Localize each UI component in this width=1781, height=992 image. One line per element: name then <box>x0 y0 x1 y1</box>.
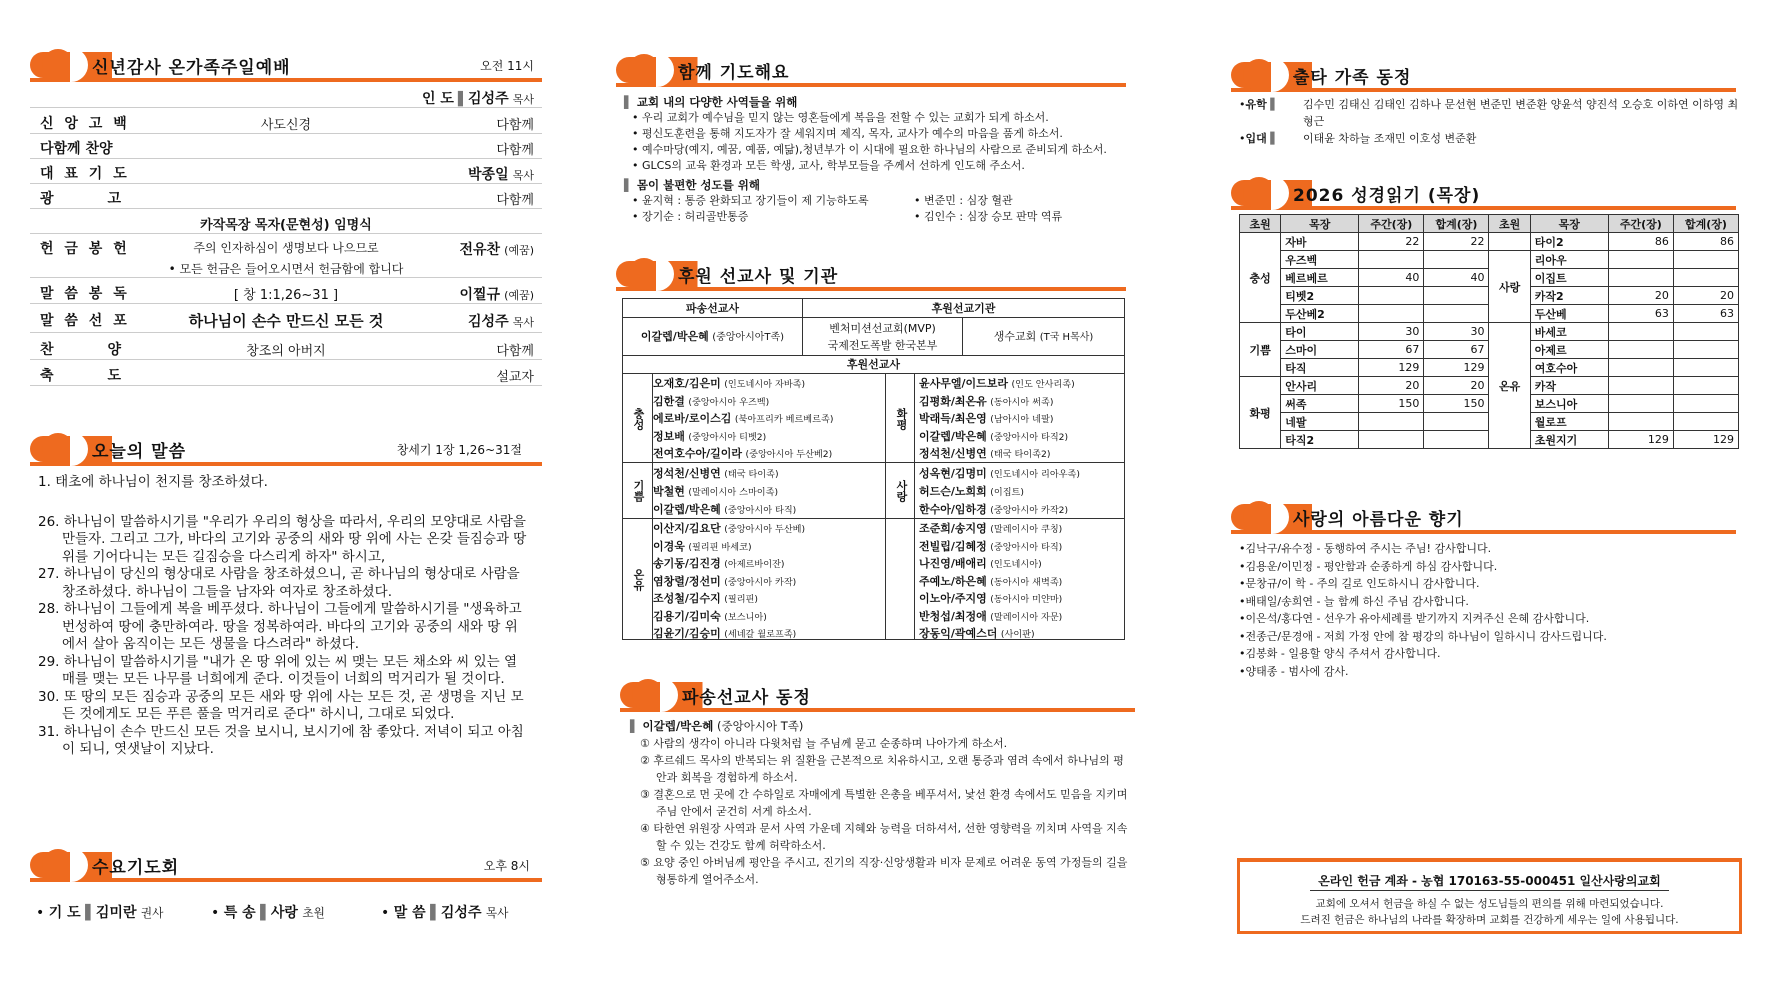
online-account: 온라인 헌금 계좌 - 농협 170163-55-000451 일산사랑의교회 <box>1318 874 1661 888</box>
table-cell <box>1673 323 1738 341</box>
table-cell: 우즈벡 <box>1281 251 1359 269</box>
sent-title: 파송선교사 동정 <box>682 688 811 708</box>
table-cell: 150 <box>1424 395 1489 413</box>
family-header <box>1231 58 1736 92</box>
table-cell: 화평 <box>1240 377 1281 449</box>
hymn-row: 찬 양 창조의 아버지 다함께 <box>30 336 542 360</box>
family-list: •유학 ▌ 김수민 김태신 김태인 김하나 문선현 변준민 변준환 양윤석 양진석 오승호 이하연 이하영 최형근 •입대 ▌ 이태윤 차하늘 조재민 이호성 변준환 <box>1239 98 1739 145</box>
table-cell <box>1608 269 1673 287</box>
table-cell <box>1359 287 1424 305</box>
table-cell: 두산베2 <box>1281 305 1359 323</box>
scripture-text: 1. 태초에 하나님이 천지를 창조하셨다. 26. 하나님이 말씀하시기를 "우리가 우리의 형상을 따라서, 우리의 모양대로 사람을 만들자. 그리고 그가, 바다의 고기와 공중의 새와 땅 위에 사는 온갖 들짐승과 땅 위를 기어다니는 모든 길짐승을 다스리게 하자" 하시고, 27. 하나님이 당신의 형상대로 사람을 창조하셨으니, 곧 하나님의 형상대로 사람을 창조하셨다. 하나님이 그들을 남자와 여자로 창조하셨다. 28. 하나님이 그들에게 복을 베푸셨다. 하나님이 그들에게 말씀하시기를 "생육하고 번성하여 땅에 충만하여라. 땅을 정복하여라. 바다의 고기와 공중의 새와 땅 위에서 살아 움직이는 모든 생물을 다스려라" 하셨다. 29. 하나님이 말씀하시기를 "내가 온 땅 위에 있는 씨 맺는 모든 채소와 씨 있는 열매를 맺는 모든 나무를 너희에게 준다. 이것들이 너희의 먹거리가 될 것이다. 30. 또 땅의 모든 짐승과 공중의 모든 새와 땅 위에 사는 모든 것, 곧 생명을 지닌 모든 것에게도 모든 푸른 풀을 먹거리로 준다" 하시니, 그대로 되었다. 31. 하나님이 손수 만드신 모든 것을 보시니, 보시기에 참 좋았다. 저녁이 되고 아침이 되니, 엿샛날이 지났다. <box>38 474 527 757</box>
table-cell <box>1424 287 1489 305</box>
table-cell <box>1608 413 1673 431</box>
table-cell: 150 <box>1359 395 1424 413</box>
table-cell <box>1424 251 1489 269</box>
table-cell: 카작 <box>1530 377 1608 395</box>
table-cell: 40 <box>1424 269 1489 287</box>
worship-header <box>30 48 542 82</box>
sermon-row: 말 씀 선 포 하나님이 손수 만드신 모든 것 김성주 목사 <box>30 305 542 333</box>
table-cell: 67 <box>1359 341 1424 359</box>
table-row <box>1240 323 1739 341</box>
table-cell: 20 <box>1359 377 1424 395</box>
word-header <box>30 432 542 466</box>
table-cell <box>1673 413 1738 431</box>
family-title: 출타 가족 동정 <box>1293 68 1412 88</box>
table-cell: 네팔 <box>1281 413 1359 431</box>
prayer-list: ▌ 교회 내의 다양한 사역들을 위해 • 우리 교회가 예수님을 믿지 않는 영혼들에게 복음을 전할 수 있는 교회가 되게 하소서. • 평신도훈련을 통해 지도자가 잘 세워지며 제직, 목자, 교사가 예수의 마음을 품게 하소서. • 예수마당(예지, 예꿈, 예품, 예닮),청년부가 이 시대에 필요한 하나님의 사람으로 준비되게 하소서. • GLCS의 교육 환경과 모든 학생, 교사, 학부모들을 주께서 선하게 인도해 주소서. ▌ 몸이 불편한 성도를 위해 • 윤지혁 : 통증 완화되고 장기들이 제 기능하도록 • 변준민 : 심장 혈관 • 장기순 : 허리골반통증 • 김인수 : 심장 승모 판막 역류 <box>624 95 1107 223</box>
table-cell: 22 <box>1424 233 1489 251</box>
table-cell: 30 <box>1424 323 1489 341</box>
table-row <box>1240 233 1739 251</box>
table-cell: 리아우 <box>1530 251 1608 269</box>
table-cell <box>1359 305 1424 323</box>
table-cell <box>1608 395 1673 413</box>
table-cell: 63 <box>1673 305 1738 323</box>
prayer-title: 함께 기도해요 <box>678 63 790 83</box>
table-cell: 86 <box>1608 233 1673 251</box>
table-cell: 129 <box>1673 431 1738 449</box>
table-cell <box>1424 305 1489 323</box>
table-cell: 67 <box>1424 341 1489 359</box>
blessing-row: 축 도 설교자 <box>30 362 542 386</box>
table-cell <box>1359 431 1424 449</box>
leader-row: 인 도 ▌김성주 목사 <box>30 84 542 108</box>
reading-row: 말 씀 봉 독 [ 창 1:1,26~31 ] 이찔규 (예꿈) <box>30 280 542 304</box>
prayer-row: 대 표 기 도 박종일 목사 <box>30 160 542 184</box>
creed-row: 신 앙 고 백 사도신경 다함께 <box>30 110 542 134</box>
special-row: 카작목장 목자(문현성) 임명식 <box>30 210 542 234</box>
table-cell <box>1608 341 1673 359</box>
wednesday-time: 오후 8시 <box>483 859 530 873</box>
table-cell <box>1359 251 1424 269</box>
word-title: 오늘의 말씀 <box>92 442 187 462</box>
table-cell <box>1359 413 1424 431</box>
table-cell: 티벳2 <box>1281 287 1359 305</box>
table-cell: 사랑 <box>1489 251 1530 323</box>
bible-table-header: 초원 목장 주간(장) 합계(장) 초원 목장 주간(장) 합계(장) <box>1240 215 1739 233</box>
offering-row: 헌 금 봉 헌 주의 인자하심이 생명보다 나으므로 전유찬 (예꿈) <box>40 241 534 258</box>
sent-news: ▌ 이갈렙/박은혜 (중앙아시아 T족) ① 사람의 생각이 아니라 다윗처럼 늘 주님께 묻고 순종하며 나아가게 하소서. ② 후르쉐드 목사의 반복되는 위 질환을 근본적으로 치유하시고, 오랜 통증과 염려 속에서 하나님의 평안과 회복을 경험하게 하소서. ③ 결혼으로 먼 곳에 간 수하일로 자매에게 특별한 은총을 베푸셔서, 낯선 환경 속에서도 믿음을 지키며 주님 안에서 굳건히 서게 하소서. ④ 타한연 위원장 사역과 문서 사역 가운데 지혜와 능력을 더하셔서, 선한 영향력을 끼치며 사역을 지속할 수 있는 건강도 함께 허락하소서. ⑤ 요양 중인 아버님께 평안을 주시고, 진기의 직장·신앙생활과 비자 문제로 어려운 동역 가정들의 길을 형통하게 열어주소서. <box>630 719 1128 886</box>
online-offering-box: 온라인 헌금 계좌 - 농협 170163-55-000451 일산사랑의교회 교회에 오셔서 헌금을 하실 수 없는 성도님들의 편의를 위해 마련되었습니다. 드려진 헌금은 하나님의 나라를 확장하며 교회를 건강하게 세우는 일에 사용됩니다. <box>1237 858 1742 934</box>
bible-title: 2026 성경읽기 (목장) <box>1293 186 1481 206</box>
table-cell: 타직2 <box>1281 431 1359 449</box>
wednesday-header <box>30 848 542 882</box>
table-cell: 129 <box>1359 359 1424 377</box>
table-cell: 여호수아 <box>1530 359 1608 377</box>
table-cell: 22 <box>1359 233 1424 251</box>
table-cell: 129 <box>1608 431 1673 449</box>
table-cell: 자바 <box>1281 233 1359 251</box>
table-cell <box>1673 251 1738 269</box>
table-cell: 두산베 <box>1530 305 1608 323</box>
table-cell: 40 <box>1359 269 1424 287</box>
thanks-list: •김낙구/유수정 - 동행하여 주시는 주님! 감사합니다. •김용운/이민정 - 평안함과 순종하게 하심 감사합니다. •문창규/이 학 - 주의 길로 인도하시니 감사합니다. •배태일/송희연 - 늘 함께 하신 주님 감사합니다. •이은석/홍다연 - 선우가 유아세례를 받기까지 지켜주신 은혜 감사합니다. •전종근/문경애 - 저희 가정 안에 참 평강의 하나님이 일하시니 감사드립니다. •김봉화 - 일용할 양식 주셔서 감사합니다. •양태종 - 범사에 감사. <box>1239 542 1607 678</box>
table-cell: 86 <box>1673 233 1738 251</box>
table-cell: 베르베르 <box>1281 269 1359 287</box>
table-cell: 월로프 <box>1530 413 1608 431</box>
offering-note: • 모든 헌금은 들어오시면서 헌금함에 합니다 <box>30 258 542 278</box>
table-cell <box>1424 431 1489 449</box>
worship-title: 신년감사 온가족주일예배 <box>92 58 291 78</box>
table-cell: 129 <box>1424 359 1489 377</box>
table-cell: 아제르 <box>1530 341 1608 359</box>
mission-title: 후원 선교사 및 기관 <box>678 267 839 287</box>
table-cell <box>1608 359 1673 377</box>
bible-reading-table <box>1239 214 1739 449</box>
table-cell: 초원지기 <box>1530 431 1608 449</box>
table-cell <box>1673 377 1738 395</box>
table-cell: 20 <box>1424 377 1489 395</box>
prayer-header <box>616 53 1126 87</box>
table-cell: 타이2 <box>1530 233 1608 251</box>
mission-table: 파송선교사 후원선교기관 이갈렙/박은혜 (중앙아시아T족) 벤처미션선교회(MVP) 국제전도폭발 한국본부 생수교회 (T국 H목사) 후원선교사 충성 오재호/김은미 (인도네시아 자바족) 김한결 (중앙아시아 우즈벡) 에로바/로이스김 (북아프리카 베르베르족) 정보배 (중앙아시아 티벳2) 전여호수아/길이라 (중앙아시아 두산베2) 화평 윤사무엘/이드보라 (인도 안사리족) 김평화/최온유 (동아시아 써족) 박래득/최은영 (남아시아 네팔) 이갈렙/박은혜 (중앙아시아 타직2) 정석천/신병연 (태국 타이족2) 기쁨 정석천/신병연 (태국 타이족) 박철현 (말레이시아 스마이족) 이갈렙/박은혜 (중앙아시아 타직) 사랑 성옥현/김명미 (인도네시아 리아우족) 허드슨/노희희 (이집트) 한수아/임하경 (중앙아시아 카작2) 온유 이산지/김요단 (중앙아시아 두산베) 이경욱 (필리핀 바세코) 송기동/김진경 (아제르바이잔) 염창렬/정선미 (중앙아시아 카작) 조성철/김수지 (필리핀) 김용기/김미숙 (보스니아) 김윤기/김승미 (세네갈 월로프족) 조준희/송지영 (말레이시아 쿠칭) 전빌립/김혜정 (중앙아시아 타직) 나진영/배애리 (인도네시아) 주예노/하은혜 (동아시아 새벽족) 이노아/주지영 (동아시아 미얀마) 반청섭/최정애 (말레이시아 자문) 장동익/곽예스더 (사이판) <box>622 298 1125 640</box>
table-cell <box>1489 233 1530 251</box>
table-cell <box>1673 395 1738 413</box>
table-cell: 바세코 <box>1530 323 1608 341</box>
bible-header <box>1231 176 1736 210</box>
thanks-title: 사랑의 아름다운 향기 <box>1293 510 1464 530</box>
thanks-header <box>1231 500 1736 534</box>
word-ref: 창세기 1장 1,26~31절 <box>396 443 522 457</box>
table-cell: 20 <box>1608 287 1673 305</box>
worship-time: 오전 11시 <box>480 59 534 73</box>
table-cell: 충성 <box>1240 233 1281 323</box>
table-cell <box>1608 377 1673 395</box>
table-cell: 보스니아 <box>1530 395 1608 413</box>
table-cell <box>1673 359 1738 377</box>
table-cell: 타이 <box>1281 323 1359 341</box>
wednesday-title: 수요기도회 <box>92 858 180 878</box>
table-cell: 안사리 <box>1281 377 1359 395</box>
table-row <box>1240 251 1739 269</box>
table-cell: 20 <box>1673 287 1738 305</box>
praise-row: 다함께 찬양 다함께 <box>30 135 542 159</box>
table-cell <box>1673 341 1738 359</box>
mission-header <box>616 257 1126 291</box>
table-cell: 온유 <box>1489 323 1530 449</box>
sent-header <box>620 678 1135 712</box>
table-cell <box>1673 269 1738 287</box>
table-cell: 타직 <box>1281 359 1359 377</box>
table-cell: 63 <box>1608 305 1673 323</box>
table-cell: 써족 <box>1281 395 1359 413</box>
table-cell <box>1424 413 1489 431</box>
table-cell: 스마이 <box>1281 341 1359 359</box>
table-cell: 30 <box>1359 323 1424 341</box>
notice-row: 광 고 다함께 <box>30 185 542 209</box>
table-cell: 이집트 <box>1530 269 1608 287</box>
table-cell <box>1608 251 1673 269</box>
table-cell <box>1608 323 1673 341</box>
table-cell: 기쁨 <box>1240 323 1281 377</box>
table-cell: 카작2 <box>1530 287 1608 305</box>
